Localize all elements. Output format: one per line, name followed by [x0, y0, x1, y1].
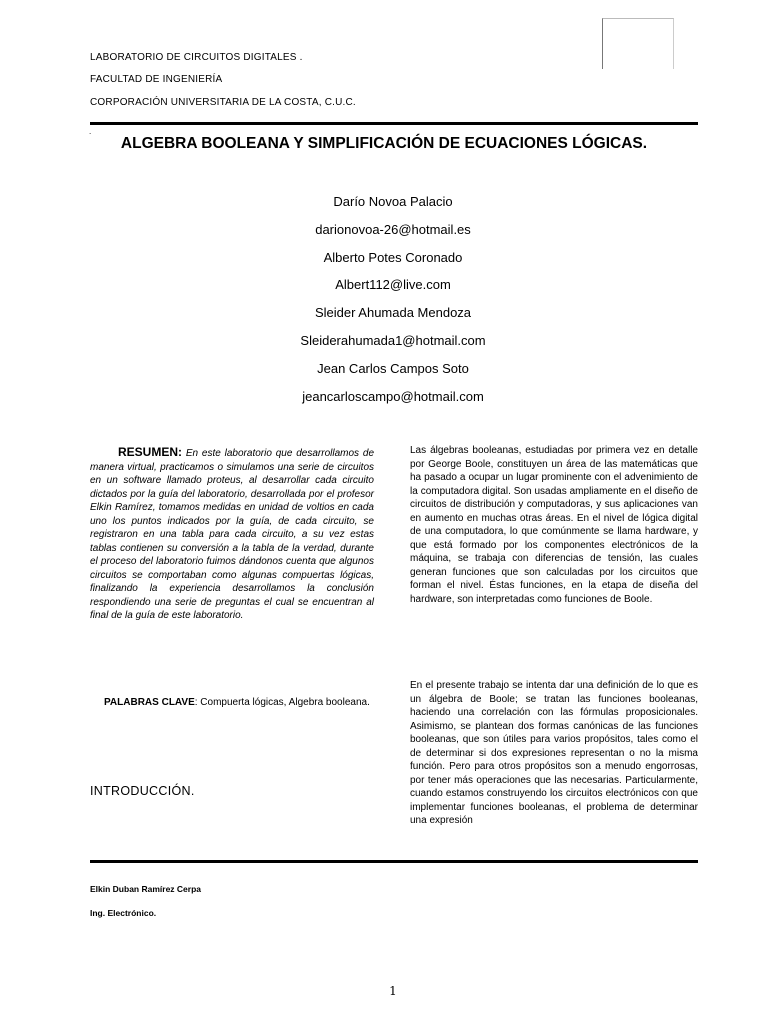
bottom-rule	[90, 860, 698, 863]
stray-dot: .	[89, 127, 92, 136]
header-lab-name: LABORATORIO DE CIRCUITOS DIGITALES .	[90, 52, 303, 63]
page-number: 1	[389, 984, 397, 998]
logo-placeholder-box	[602, 18, 674, 69]
abstract-block	[90, 446, 374, 623]
keywords-text: : Compuerta lógicas, Algebra booleana.	[194, 697, 370, 708]
author-name: Darío Novoa Palacio	[333, 194, 453, 209]
right-column-para-1	[410, 444, 698, 606]
abstract-heading: RESUMEN:	[118, 445, 183, 459]
keywords-block	[90, 696, 374, 710]
body-paragraph: Las álgebras booleanas, estudiadas por primera vez en detalle por George Boole, constituyen un área de las matemáticas que ha pasado a ocupar un lugar prominente con el advenimiento de la computadora digital. Son usadas ampliamente en el diseño de circuitos de distribución y computadoras, y sus aplicaciones van en aumento en muchas otras áreas. En el nivel de lógica digital de una computadora, lo que comúnmente se llama hardware, y que está formado por los componentes electrónicos de la máquina, se trabaja con diferencias de tensión, las cuales generan funciones que son calculadas por los circuitos que forman el nivel. Éstas funciones, en la etapa de diseña del hardware, son interpretadas como funciones de Boole.	[410, 445, 698, 605]
author-email: Albert112@live.com	[335, 277, 451, 293]
header-university: CORPORACIÓN UNIVERSITARIA DE LA COSTA, C.U.C.	[90, 97, 356, 108]
footer-name: Elkin Duban Ramírez Cerpa	[90, 884, 202, 894]
top-rule	[90, 122, 698, 125]
author-name: Sleider Ahumada Mendoza	[314, 305, 472, 321]
author-list	[0, 192, 768, 414]
keywords-label: PALABRAS CLAVE	[104, 697, 195, 708]
right-column-para-2	[410, 679, 698, 828]
author-email: jeancarloscampo@hotmail.com	[302, 388, 484, 404]
author-email: darionovoa-26@hotmail.es	[315, 221, 471, 237]
author-email: Sleiderahumada1@hotmail.com	[300, 332, 486, 348]
author-name: Alberto Potes Coronado	[323, 249, 463, 265]
paper-title: ALGEBRA BOOLEANA Y SIMPLIFICACIÓN DE ECUACIONES LÓGICAS.	[120, 135, 648, 152]
introduction-heading: INTRODUCCIÓN.	[90, 784, 195, 798]
footer-role: Ing. Electrónico.	[90, 908, 157, 918]
body-paragraph: En el presente trabajo se intenta dar una definición de lo que es un álgebra de Boole; se tratan las funciones booleanas, haciendo una correlación con las fórmulas proposicionales. Asimismo, se plantean dos formas canónicas de las funciones booleanas, que son útiles para varios propósitos, tales como el de determinar si dos expresiones representan o no la misma función. Pero para otros propósitos son a menudo engorrosas, por tener más operaciones que las necesarias. Particularmente, cuando estamos construyendo los circuitos electrónicos con que implementar funciones booleanas, el problema de determinar una expresión	[410, 680, 698, 826]
abstract-text: En este laboratorio que desarrollamos de manera virtual, practicamos o simulamos una serie de circuitos en un software llamado proteus, al desarrollar cada circuito dictados por la guía del laboratorio, desarrollada por el profesor Elkin Ramírez, tomamos medidas en unidad de voltios en cada uno los puntos indicados por la guía, de cada circuito, se registraron en una tabla para cada circuito, a su vez estas tablas contienen su conversión a la tabla de la verdad, durante el proceso del laboratorio fuimos dándonos cuenta que algunos circuitos se comportaban como algunas compuertas lógicas, finalizando la experiencia desarrollamos la conclusión respondiendo una serie de preguntas el cual se encuentran al final de la guía de este laboratorio.	[90, 448, 375, 621]
header-faculty: FACULTAD DE INGENIERÍA	[90, 74, 223, 85]
author-name: Jean Carlos Campos Soto	[317, 360, 469, 376]
